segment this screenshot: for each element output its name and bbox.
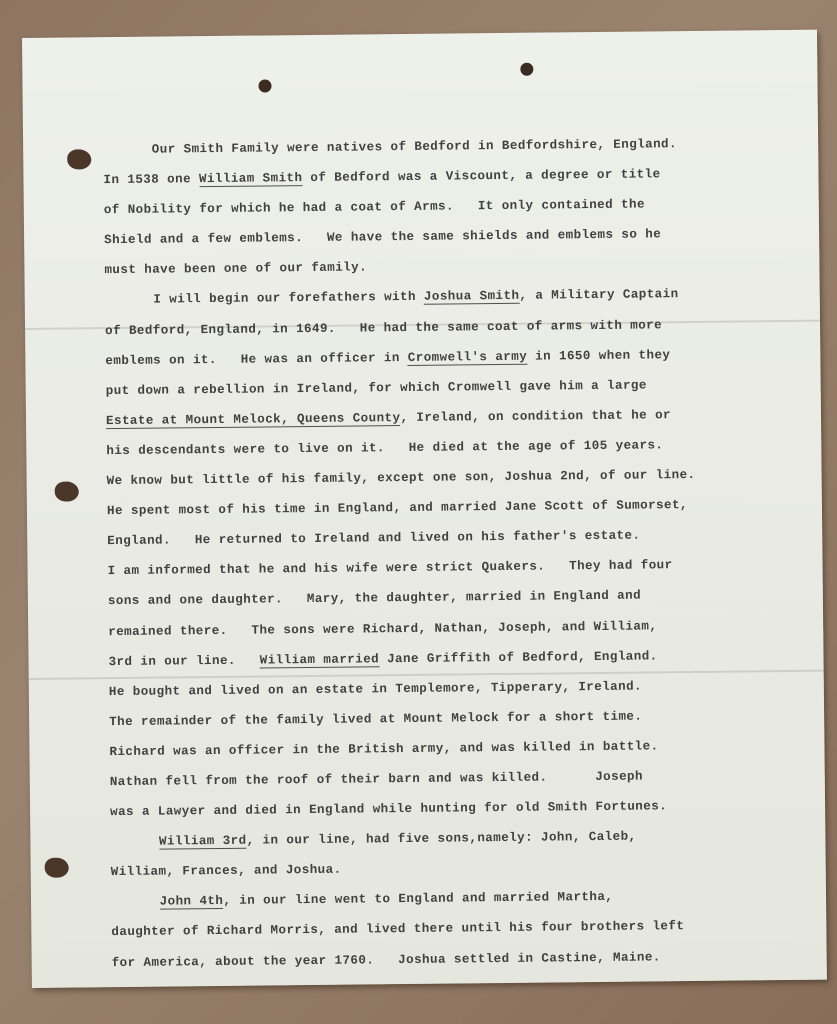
text-run: 3rd in our line.	[108, 653, 260, 669]
text-run: daughter of Richard Morris, and lived there until his four brothers left	[111, 919, 685, 940]
underlined-text: William married	[259, 651, 380, 668]
punch-hole	[258, 79, 271, 92]
text-run: In 1538 one	[103, 172, 200, 188]
text-run: , in our line went to England and married Martha,	[223, 890, 614, 909]
text-run: of Bedford was a Viscount, a degree or title	[302, 167, 661, 186]
text-run: for America, about the year 1760. Joshua settled in Castine, Maine.	[111, 949, 661, 970]
text-run: , a Military Captain	[519, 287, 679, 304]
text-line	[112, 941, 792, 978]
underlined-text: John 4th	[159, 894, 224, 909]
punch-hole	[55, 481, 79, 501]
text-run: Richard was an officer in the British army, and was killed in battle.	[109, 739, 659, 759]
underlined-text: Cromwell's army	[407, 349, 528, 365]
text-run: Nathan fell from the roof of their barn and was killed. Joseph	[109, 769, 643, 790]
text-run: Jane Griffith of Bedford, England.	[379, 648, 658, 666]
text-run: I will begin our forefathers with	[153, 290, 424, 308]
underlined-text: William 3rd	[158, 833, 247, 849]
text-run: He spent most of his time in England, and married Jane Scott of Sumorset,	[106, 498, 688, 519]
text-run: Shield and a few emblems. We have the same shields and emblems so he	[104, 227, 662, 248]
text-run: England. He returned to Ireland and lived on his father's estate.	[107, 528, 641, 549]
text-run: We know but little of his family, except one son, Joshua 2nd, of our line.	[106, 468, 696, 489]
text-run: of Bedford, England, in 1649. He had the same coat of arms with more	[104, 317, 663, 338]
underlined-text: Joshua Smith	[423, 289, 520, 305]
text-run: , in our line, had five sons,namely: John, Caleb,	[246, 829, 637, 848]
text-run: The remainder of the family lived at Mount Melock for a short time.	[109, 709, 643, 729]
text-run: He bought and lived on an estate in Templemore, Tipperary, Ireland.	[108, 679, 643, 699]
text-run: his descendants were to live on it. He died at the age of 105 years.	[106, 438, 664, 459]
text-run: emblems on it. He was an officer in	[105, 350, 408, 368]
torn-punch-hole	[45, 858, 69, 878]
torn-punch-hole	[67, 149, 91, 169]
text-run: must have been one of our family.	[104, 260, 368, 278]
text-run: Our Smith Family were natives of Bedford in Bedfordshire, England.	[151, 137, 678, 157]
text-run: William, Frances, and Joshua.	[110, 862, 342, 880]
text-run: , Ireland, on condition that he or	[400, 408, 672, 425]
underlined-text: Estate at Mount Melock, Queens County	[105, 410, 401, 428]
text-run: was a Lawyer and died in England while hunting for old Smith Fortunes.	[110, 799, 668, 820]
text-run: remained there. The sons were Richard, Nathan, Joseph, and William,	[108, 618, 658, 639]
text-run: of Nobility for which he had a coat of Arms. It only contained the	[103, 197, 645, 218]
text-run: put down a rebellion in Ireland, for which Cromwell gave him a large	[105, 378, 647, 398]
text-run: in 1650 when they	[527, 347, 671, 364]
text-run: I am informed that he and his wife were strict Quakers. They had four	[107, 558, 673, 579]
punch-hole	[520, 63, 533, 76]
text-run: sons and one daughter. Mary, the daughter, married in England and	[107, 588, 642, 609]
typed-page	[22, 30, 827, 988]
underlined-text: William Smith	[198, 171, 303, 187]
typed-text-body	[103, 128, 792, 978]
